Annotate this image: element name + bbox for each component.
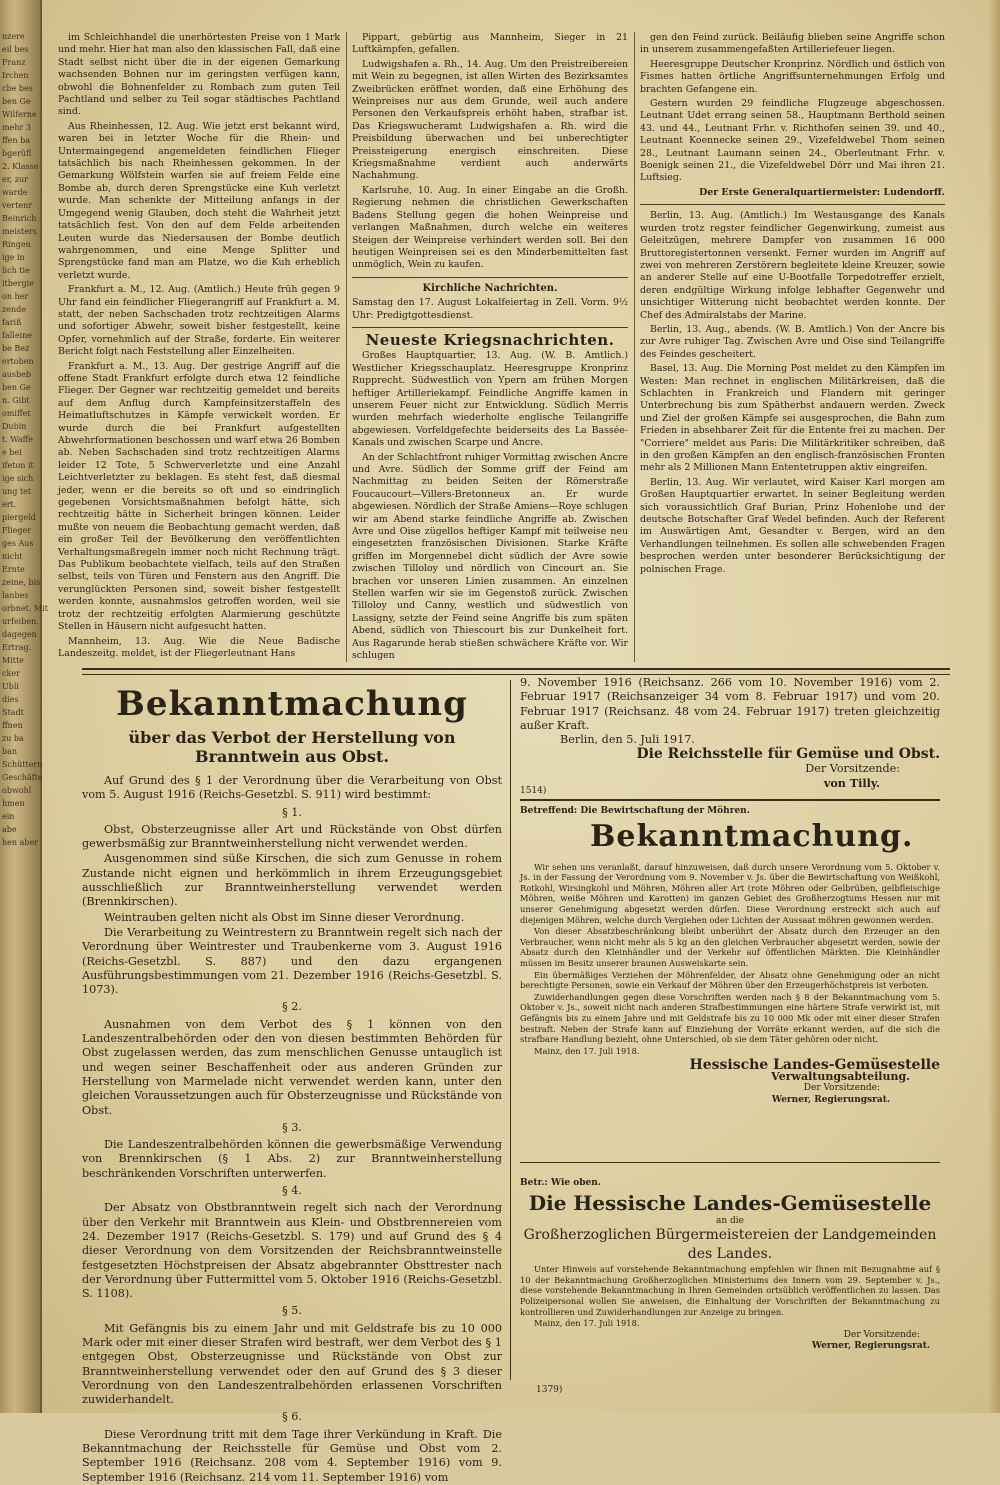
column-2 [352,32,628,664]
announcement-title: Die Hessische Landes-Gemüsestelle [528,1190,932,1215]
binding-fragment: mehr 3 [2,123,31,132]
binding-fragment: urfeiben. [2,617,39,626]
section-number: § 6. [282,1410,302,1424]
notice-chair-name: von Tilly. [823,776,880,791]
announcement-paragraph: Mainz, den 17. Juli 1918. [534,1045,640,1056]
article-paragraph: Berlin, 13. Aug., abends. (W. B. Amtlich.) Von der Ancre bis zur Avre ruhiger Tag. Zwischen Avre und Oise sind Teilangriffe des Feindes gescheitert. [640,323,945,360]
article-paragraph: im Schleichhandel die unerhörtesten Preise von 1 Mark und mehr. Hier hat man also den klassischen Fall, daß eine Stadt selbst nicht über die in der eigenen Gemarkung wachsenden Bohnen nur im geringsten verfügen kann, obwohl die Bohnenfelder zu Rombach zum guten Teil Pachtland und selber zu Teil sogar städtisches Pachtland sind. [58,32,340,118]
section-paragraph: Diese Verordnung tritt mit dem Tage ihrer Verkündung in Kraft. Die Bekanntmachung der Reichsstelle für Gemüse und Obst vom 2. September 1916 (Reichsanz. 208 vom 4. September 1916) vom 9. September 1916 (Reichsanz. 214 vom 11. September 1916) vom [82,1427,502,1484]
binding-fragment: ung tet [2,487,32,496]
divider [352,327,628,328]
section-paragraph: Weintrauben gelten nicht als Obst im Sinne dieser Verordnung. [104,910,465,924]
binding-fragment: t. Waffe [2,435,34,444]
binding-fragment: omiffet [2,409,31,418]
binding-fragment: lich tie [2,266,30,275]
article-paragraph: Ludwigshafen a. Rh., 14. Aug. Um den Preistreibereien mit Wein zu begegnen, ist allen Wirten des Bezirksamtes Zweibrücken eröffnet worden, daß eine Erhöhung des Weinpreises nur aus dem Grunde, weil auch andere Personen den Verkaufspreis erhöht haben, strafbar ist. Das Kriegswucheramt Ludwigshafen a. Rh. wird die Preisbildung überwachen und bei unberechtigter Preissteigerung energisch einschreiten. Diese Kriegsmaßnahme verdient auch anderwärts Nachahmung. [352,58,628,182]
binding-fragment: er, zur [2,175,28,184]
binding-fragment: eil bes [2,45,29,54]
binding-fragment: zu ba [2,734,24,743]
binding-fragment: ben Ge [2,383,31,392]
page-edge [988,0,1000,1413]
announcement-mayors [520,1178,940,1378]
binding-fragment: ifeton it [2,461,34,470]
section-number: § 3. [282,1120,302,1134]
announcement-carrots [520,806,940,1146]
announcement-paragraph: Von dieser Absatzbeschränkung bleibt unberührt der Absatz durch den Erzeuger an den Verbraucher, wenn nicht mehr als 5 kg an den gleichen Verbraucher abgesetzt werden, sowie der Absatz durch den Kleinhändler und der Verkehr auf öffentlichen Märkten. Die Kleinhändler müssen im Besitz unserer braunen Ausweiskarte sein. [520,926,940,968]
binding-fragment: hen aber [2,838,39,847]
war-news-paragraph: An der Schlachtfront ruhiger Vormittag zwischen Ancre und Avre. Südlich der Somme griff der Feind am Nachmittag zu beiden Seiten der Römerstraße Foucaucourt—Villers-Bretonneux an. Er wurde abgewiesen. Nördlich der Straße Amiens—Roye schlugen wir am Abend starke feindliche Angriffe ab. Zwischen Avre und Oise zügellos heftiger Kampf mit teilweise neu eingesetzten französischen Divisionen. Starke Kräfte griffen im Morgennebel dicht südlich der Avre sowie zwischen Tilloloy und nördlich von Cincourt an. Sie brachen vor unseren Linien zusammen. An einzelnen Stellen warfen wir sie im Gegenstoß zurück. Zwischen Tilloloy und Canny, westlich und südwestlich von Lassigny, setzte der Feind seine Angriffe bis zum späten Abend, südlich von Thiescourt bis zur Dunkelheit fort. Aus Ragarunde herab stießen schwächere Kräfte vor. Wir schlugen [352,451,628,662]
section-number: § 5. [282,1304,302,1318]
announcement-paragraph: Unter Hinweis auf vorstehende Bekanntmachung empfehlen wir Ihnen mit Bezugnahme auf § 10 der Bekanntmachung Großherzoglichen Ministeriums des Innern vom 29. September v. Js., diese vorstehende Bekanntmachung in Ihren Gemeinden ortsüblich veröffentlichen zu lassen. Das Polizeipersonal wollen Sie anweisen, die Einhaltung der Vorschriften der Bekanntmachung zu kontrollieren und Zuwiderhandlungen zur Anzeige zu bringen. [520,1264,940,1317]
column-3-articles [640,32,945,185]
binding-fragment: Dubin [2,422,27,431]
section-paragraph: Die Verarbeitung zu Weintrestern zu Branntwein regelt sich nach der Verordnung über Weintrester und Traubenkerne vom 3. August 1916 (Reichs-Gesetzbl. S. 887) und den dazu ergangenen Ausführungsbestimmungen vom 21. Dezember 1916 (Reichs-Gesetzbl. S. 1073). [82,925,502,997]
article-paragraph: Aus Rheinhessen, 12. Aug. Wie jetzt erst bekannt wird, waren bei in letzter Woche für die Rhein- und Untermaingegend angemeldeten feindlichen Flieger tatsächlich bis nach Rheinhessen gekommen. In der Gemarkung Wölfstein warfen sie auf freiem Felde eine Bombe ab, durch deren Sprengstücke eine Kuh verletzt wurde. Man schenkte der Mitteilung anfangs in der Umgegend wenig Glauben, doch steht die Wahrheit jetzt tatsächlich fest. Von den auf dem Felde arbeitenden Leuten wurde das Niedersausen der Bombe deutlich wahrgenommen, und eine Menge Splitter und Sprengstücke fand man am Platze, wo die Kuh erheblich verletzt wurde. [58,120,340,281]
article-paragraph: Pippart, gebürtig aus Mannheim, Sieger in 21 Luftkämpfen, gefallen. [352,32,628,56]
binding-fragment: Ubli [2,682,19,691]
binding-fragment: Schüttern [2,760,43,769]
announcement-title: Bekanntmachung. [590,818,914,854]
issuer-department: Verwaltungsabteilung. [771,1069,910,1083]
chair-name: Werner, Regierungsrat. [771,1095,890,1106]
binding-fragment: Mitte [2,656,24,665]
binding-fragment: piergeld [2,513,36,522]
binding-fragment: ein [2,812,15,821]
binding-fragment: cbe bes [2,84,33,93]
announcement-recipients: Großherzoglichen Bürgermeistereien der Landgemeinden [523,1227,937,1244]
war-news-text [352,350,628,662]
binding-fragment: Irchen [2,71,29,80]
section-number: § 1. [282,805,302,819]
binding-fragment: Ringen [2,240,31,249]
announcement-intro: Auf Grund des § 1 der Verordnung über die Verarbeitung von Obst vom 5. August 1916 (Reichs-Gesetzbl. S. 911) wird bestimmt: [82,774,502,802]
binding-fragment: ffnen [2,721,23,730]
section-paragraph: Ausnahmen von dem Verbot des § 1 können von den Landeszentralbehörden oder den von diesen bestimmten Behörden für Obst zugelassen werden, das zum menschlichen Genusse untauglich ist und wegen seiner Beschaffenheit oder aus anderen Gründen zur Herstellung von Marmelade nicht verwendet werden kann, unter den gleichen Voraussetzungen auch für Obsterzeugnisse und Rückstände von Obst. [82,1017,502,1117]
chair-label: Der Vorsitzende: [803,1083,880,1094]
section-paragraph: Mit Gefängnis bis zu einem Jahr und mit Geldstrafe bis zu 10 000 Mark oder mit einer dieser Strafen wird bestraft, wer dem Verbot des § 1 entgegen Obst, Obsterzeugnisse und Rückstände von Obst zur Branntweinherstellung verwendet oder den auf Grund des § 3 dieser Verordnung von den Landeszentralbehörden erlassenen Vorschriften zuwiderhandelt. [82,1321,502,1407]
binding-fragment: be Bez [2,344,30,353]
announcement-subtitle: über das Verbot der Herstellung von Branntwein aus Obst. [128,728,456,766]
reference-number: 1379) [536,1385,563,1395]
binding-fragment: cker [2,669,20,678]
notice-place-date: Berlin, den 5. Juli 1917. [560,733,695,747]
article-paragraph: Berlin, 13. Aug. (Amtlich.) Im Westausgange des Kanals wurden trotz regster feindlicher Gegenwirkung, zumeist aus Geleitzügen, mehrere Dampfer von zusammen 16 000 Bruttoregistertonnen versenkt. Ferner wurden im Angriff auf zwei von mehreren Zerstörern begleitete kleine Kreuzer, sowie an anderer Stelle auf eine U-Bootfalle Torpedotreffer erzielt, deren endgültige Wirkung infolge lebhafter Gegenwehr und unsichtiger Witterung nicht beobachtet werden konnte. Der Chef des Admiralstabs der Marine. [640,210,945,321]
section-number: § 2. [282,1000,302,1014]
section-rule [82,668,950,675]
announcement-subject: Betr.: Wie oben. [520,1178,601,1188]
column-divider [634,32,635,662]
binding-fragment: bgerüfl [2,149,32,158]
binding-fragment: nicht [2,552,23,561]
notice-office: Die Reichsstelle für Gemüse und Obst. [636,746,940,763]
binding-fragment: Franz [2,58,26,67]
binding-fragment: Beinrich [2,214,37,223]
binding-fragment: n. Gibt [2,396,30,405]
binding-fragment: ben Ge [2,97,31,106]
binding-fragment: dagegen [2,630,37,639]
binding-fragment: obwohl [2,786,32,795]
binding-fragment: itbergie [2,279,34,288]
chair-label: Der Vorsitzende: [843,1329,920,1340]
binding-fragment: falleine [2,331,33,340]
binding-fragment: zende [2,305,26,314]
issuer-org: Hessische Landes-Gemüsestelle [689,1057,940,1074]
binding-fragment: fariß [2,318,22,327]
reichsstelle-notice-end [520,676,940,796]
reference-number: 1514) [520,786,547,796]
binding-fragment: Wilferne [2,110,37,119]
binding-fragment: ert. [2,500,17,509]
article-paragraph: Karlsruhe, 10. Aug. In einer Eingabe an die Großh. Regierung nehmen die christlichen Gewerkschaften Badens Stellung gegen die hohen Weinpreise und verlangen Maßnahmen, durch welche ein weiteres Steigen der Weinpreise verhindert werden soll. Bei den heutigen Weinpreisen sei es den Minderbemittelten fast unmöglich, Wein zu kaufen. [352,184,628,271]
announcement-body [520,1264,940,1329]
church-news-text: Samstag den 17. August Lokalfeiertag in Zell. Vorm. 9½ Uhr: Predigtgottesdienst. [352,297,628,321]
article-paragraph: Frankfurt a. M., 13. Aug. Der gestrige Angriff auf die offene Stadt Frankfurt erfolgte durch etwa 12 feindliche Flieger. Der Gegner war rechtzeitig gemeldet und bereits auf dem Anflug durch Kampfeinsitzerstaffeln des Heimatluftschutzes in Kämpfe verwickelt worden. Er wurde durch die bei Frankfurt aufgestellten Abwehrformationen beschossen und warf etwa 26 Bomben ab. Neben Sachschaden sind trotz rechtzeitigen Alarms leider 12 Tote, 5 Schwerverletzte und eine Anzahl Leichtverletzter zu beklagen. Es steht fest, daß diesmal jeder, wenn er die bereits so oft und so eindringlich gegebenen Vorsichtsmaßnahmen befolgt hätte, sich rechtzeitig hätte in Sicherheit bringen können. Leider mußte von neuem die Beobachtung gemacht werden, daß ein großer Teil der Bevölkerung den veröffentlichten Verhaltungsmaßregeln immer noch nicht Rechnung trägt. Das Publikum beobachtete vielfach, teils auf den Straßen selbst, teils von Türen und Fenstern aus den Angriff. Die verunglückten Personen sind, soweit bisher festgestellt werden konnte, ausnahmslos getroffen worden, weil sie trotz der rechtzeitig erfolgten Alarmierung geschützte Stellen in Häusern nicht aufgesucht hatten. [58,360,340,633]
binding-fragment: ige sich [2,474,34,483]
binding-fragment: meisters [2,227,37,236]
binding-fragment: Flieger [2,526,32,535]
announcement-paragraph: Mainz, den 17. Juli 1918. [534,1318,640,1329]
binding-fragment: Ertrag. [2,643,32,652]
article-paragraph: Berlin, 13. Aug. Wir verlautet, wird Kaiser Karl morgen am Großen Hauptquartier erwartet. In seiner Begleitung werden sich voraussichtlich Graf Burian, Prinz Hohenlohe und der deutsche Botschafter Graf Wedel befinden. Auch der Referent im Auswärtigen Amt, Gesandter v. Bergen, wird an den Verhandlungen teilnehmen. Es sollen alle schwebenden Fragen besprochen werden unter besonderer Berücksichtigung der polnischen Frage. [640,476,945,575]
notice-text: 9. November 1916 (Reichsanz. 266 vom 10. November 1916) vom 2. Februar 1917 (Reichsanzeiger 34 vom 8. Februar 1917) und vom 20. Februar 1917 (Reichsanz. 48 vom 24. Februar 1917) treten gleichzeitig außer Kraft. [520,676,940,732]
binding-fragment: nzere [2,32,25,41]
binding-fragments [2,30,48,1390]
binding-fragment: hmen [2,799,25,808]
section-number: § 4. [282,1184,302,1198]
book-binding [0,0,48,1413]
divider [352,277,628,278]
war-news-paragraph: Heeresgruppe Deutscher Kronprinz. Nördlich und östlich von Fismes hatten örtliche Angriffsunternehmungen Erfolg und brachten Gefangene ein. [640,58,945,95]
binding-fragment: dies [2,695,19,704]
article-paragraph: Basel, 13. Aug. Die Morning Post meldet zu den Kämpfen im Westen: Man rechnet in englischen Militärkreisen, daß die Schlachten in Frankreich und Flandern mit geringer Unterbrechung bis zum Spätherbst andauern werden. Zweck und Ziel der großen Kämpfe sei ausgesprochen, die Bahn zum Frieden in absehbarer Zeit für die Entente frei zu machen. Der "Corriere" meldet aus Paris: Die Militärkritiker schreiben, daß in den großen Kämpfen an den englisch-französischen Fronten mehr als 2 Millionen Mann Ententetruppen aktiv eingreifen. [640,363,945,474]
binding-fragment: ges Aus [2,539,34,548]
binding-fragment: ffen ba [2,136,31,145]
binding-fragment: ertoben [2,357,34,366]
binding-fragment: abe [2,825,17,834]
divider [640,204,945,205]
notice-chair-label: Der Vorsitzende: [805,761,900,775]
section-paragraph: Die Landeszentralbehörden können die gewerbsmäßige Verwendung von Brennkirschen (§ 1 Abs. 2) zur Branntweinherstellung beschränkenden Vorschriften unterwerfen. [82,1138,502,1180]
binding-fragment: vertenr [2,201,33,210]
column-divider [346,32,347,662]
column-3 [640,32,945,664]
binding-fragment: ausbeb [2,370,32,379]
binding-fragment: Ernte [2,565,25,574]
article-paragraph: Mannheim, 13. Aug. Wie die Neue Badische Landeszeitg. meldet, ist der Fliegerleutnant Hans [58,635,340,659]
column-2-articles [352,32,628,272]
war-news-paragraph: Gestern wurden 29 feindliche Flugzeuge abgeschossen. Leutnant Udet errang seinen 58., Hauptmann Berthold seinen 43. und 44., Leutnant Frhr. v. Richthofen seinen 39. und 40., Leutnant Koennecke seinen 29., Vizefeldwebel Thom seinen 28., Leutnant Laumann seinen 24., Oberleutnant Frhr. v. Boenigk seinen 21., die Vizefeldwebel Dörr und Mai ihren 21. Luftsieg. [640,98,945,184]
binding-fragment: lanbes [2,591,29,600]
binding-fragment: Geschäfte [2,773,43,782]
binding-fragment: ige in [2,253,25,262]
announcement-subject: Betreffend: Die Bewirtschaftung der Möhren. [520,806,750,816]
war-news-paragraph: Großes Hauptquartier, 13. Aug. (W. B. Amtlich.) Westlicher Kriegsschauplatz. Heeresgruppe Kronprinz Rupprecht. Südwestlich von Ypern am frühen Morgen heftiger Artilleriekampf. Feindliche Angriffe kamen in unserem Feuer nicht zur Entwicklung. Südlich Merris wurden mehrfach wiederholte englische Teilangriffe abgewiesen. Vorfeldgefechte beiderseits des La Bassée-Kanals und zwischen Scarpe und Ancre. [352,350,628,449]
binding-fragment: Stadt [2,708,24,717]
section-rule [520,1162,940,1163]
binding-fragment: zeine, bis [2,578,41,587]
announcement-recipients-2: des Landes. [687,1246,773,1263]
announcement-paragraph: Ein übermäßiges Verziehen der Möhrenfelder, der Absatz ohne Genehmigung oder an nicht berechtigte Personen, sowie ein Verkauf der Möhren über den Erzeugerhöchstpreis ist verboten. [520,969,940,991]
binding-fragment: on her [2,292,29,301]
ludendorff-signature: Der Erste Generalquartiermeister: Ludendorff. [699,186,945,198]
binding-fragment: e bei [2,448,22,457]
announcement-title: Bekanntmachung [116,684,468,724]
column-divider [510,680,511,1380]
war-news-title: Neueste Kriegsnachrichten. [365,330,615,349]
church-news-title: Kirchliche Nachrichten. [422,282,558,294]
binding-fragment: ban [2,747,18,756]
announcement-brandy-ban [82,680,502,1484]
binding-fragment: warde [2,188,28,197]
announcement-sections [82,806,502,1485]
announcement-paragraph: Zuwiderhandlungen gegen diese Vorschriften werden nach § 8 der Bekanntmachung vom 5. Oktober v. Js., soweit nicht nach anderen Strafbestimmungen eine härtere Strafe verwirkt ist, mit Gefängnis bis zu einem Jahre und mit Geldstrafe bis zu 10 000 Mk oder mit einer dieser Strafen bestraft. Neben der Strafe kann auf Einziehung der Vorräte erkannt werden, auf die sich die strafbare Handlung bezieht, ohne Unterschied, ob sie dem Täter gehören oder nicht. [520,991,940,1045]
article-paragraph: Frankfurt a. M., 12. Aug. (Amtlich.) Heute früh gegen 9 Uhr fand ein feindlicher Fliegerangriff auf Frankfurt a. M. statt, der neben Sachschaden trotz rechtzeitigen Alarms und sofortiger Abwehr, soweit bisher festgestellt, keine Opfer, vornehmlich auf der Straße, forderte. Ein weiterer Bericht folgt nach Feststellung aller Einzelheiten. [58,284,340,358]
binding-fragment: orbnet. Mit [2,604,48,613]
section-rule [520,799,940,801]
chair-name: Werner, Regierungsrat. [811,1341,930,1352]
announcement-paragraph: Wir sehen uns veranlaßt, darauf hinzuweisen, daß durch unsere Verordnung vom 5. Oktober v. Js. in der Fassung der Verordnung vom 9. November v. Js. über die Bewirtschaftung von Weißkohl, Rotkohl, Wirsingkohl und Möhren, Möhren aller Art (rote Möhren oder Gelbrüben, gelbfleischige Möhren, weiße Möhren und Karotten) im ganzen Gebiet des Großherzogtums Hessen nur mit unserer Genehmigung abgesetzt werden dürfen. Diese Verordnung erstreckt sich auch auf diejenigen Möhren, welche durch Vergiehen oder Lichten der Aussaat möhren gewonnen werden. [520,861,940,925]
column-3-articles-2 [640,210,945,576]
war-news-paragraph: gen den Feind zurück. Beiläufig blieben seine Angriffe schon in unserem zusammengefaßten Artilleriefeuer liegen. [640,32,945,56]
announcement-an: an die [716,1215,744,1226]
announcement-body [520,862,940,1057]
binding-fragment: 2. Klasse [2,162,39,171]
section-paragraph: Der Absatz von Obstbranntwein regelt sich nach der Verordnung über den Verkehr mit Branntwein aus Klein- und Obstbrennereien vom 24. Dezember 1917 (Reichs-Gesetzbl. S. 179) und auf Grund des § 4 dieser Verordnung von dem Vorsitzenden der Reichsbranntweinstelle festgesetzten Höchstpreisen der Absatz abgebrannter Obsttrester nach der Verordnung über Futtermittel vom 5. Oktober 1916 (Reichs-Gesetzbl. S. 1108). [82,1201,502,1301]
section-paragraph: Ausgenommen sind süße Kirschen, die sich zum Genusse in rohem Zustande nicht eignen und herkömmlich in ihrem Erzeugungsgebiet ausschließlich zur Branntweinherstellung verwendet werden (Brennkirschen). [82,852,502,909]
column-1 [58,32,340,664]
section-paragraph: Obst, Obsterzeugnisse aller Art und Rückstände von Obst dürfen gewerbsmäßig zur Branntweinherstellung nicht verwendet werden. [82,822,502,851]
